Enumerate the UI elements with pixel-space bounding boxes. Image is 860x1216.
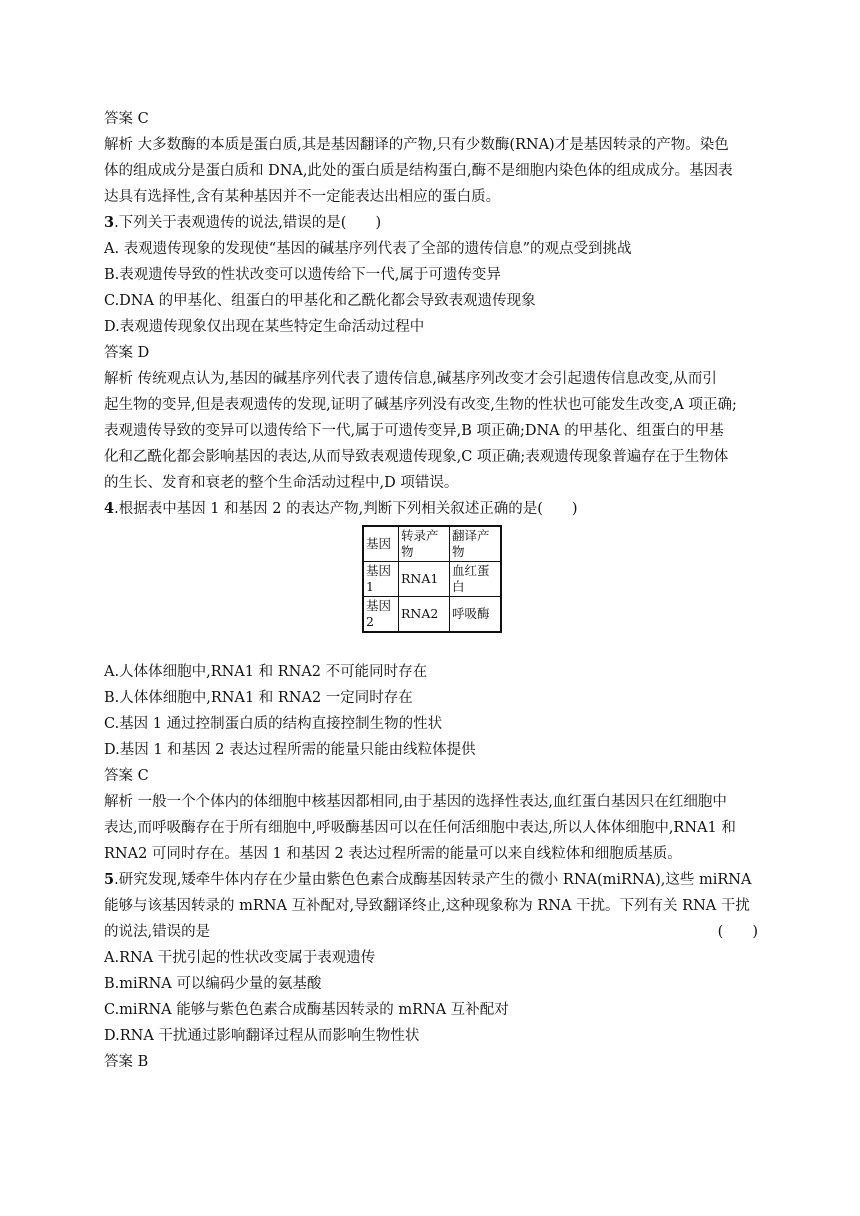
table-header-cell: 基因 <box>363 526 399 562</box>
q3-option-b: B.表观遗传导致的性状改变可以遗传给下一代,属于可遗传变异 <box>104 267 501 283</box>
q5-stem-last-line <box>104 919 758 945</box>
q5-number: 5 <box>104 871 115 888</box>
q3-stem-text: .下列关于表观遗传的说法,错误的是( ) <box>114 215 382 231</box>
q4-option-c: C.基因 1 通过控制蛋白质的结构直接控制生物的性状 <box>104 716 443 732</box>
q4-explanation-line: RNA2 可同时存在。基因 1 和基因 2 表达过程所需的能量可以来自线粒体和细胞质基质。 <box>104 846 682 862</box>
q3-explanation-line: 化和乙酰化都会影响基因的表达,从而导致表观遗传现象,C 项正确;表观遗传现象普遍存在于生物体 <box>104 449 729 465</box>
q4-explanation-line: 解析 一般一个个体内的体细胞中核基因都相同,由于基因的选择性表达,血红蛋白基因只在红细胞中 <box>104 794 727 810</box>
q4-option-a: A.人体体细胞中,RNA1 和 RNA2 不可能同时存在 <box>104 664 428 680</box>
q4-stem-text: .根据表中基因 1 和基因 2 的表达产物,判断下列相关叙述正确的是( ) <box>114 501 578 517</box>
table-header-row <box>363 526 501 562</box>
table-header-cell: 翻译产物 <box>450 526 502 562</box>
q2-explanation-line: 达具有选择性,含有某种基因并不一定能表达出相应的蛋白质。 <box>104 189 501 205</box>
q3-stem <box>104 210 758 236</box>
q4-option-d: D.基因 1 和基因 2 表达过程所需的能量只能由线粒体提供 <box>104 742 476 758</box>
q5-answer: 答案 B <box>104 1054 149 1070</box>
q4-explanation-line: 表达,而呼吸酶存在于所有细胞中,呼吸酶基因可以在任何活细胞中表达,所以人体体细胞中,RNA1 和 <box>104 820 736 836</box>
q3-explanation-line: 表观遗传导致的变异可以遗传给下一代,属于可遗传变异,B 项正确;DNA 的甲基化、组蛋白的甲基 <box>104 423 724 439</box>
table-cell: 呼吸酶 <box>450 597 502 633</box>
q3-option-c: C.DNA 的甲基化、组蛋白的甲基化和乙酰化都会导致表观遗传现象 <box>104 293 536 309</box>
q5-option-d: D.RNA 干扰通过影响翻译过程从而影响生物性状 <box>104 1028 420 1044</box>
q2-answer: 答案 C <box>104 111 149 127</box>
table-cell: RNA1 <box>399 562 450 597</box>
q5-option-a: A.RNA 干扰引起的性状改变属于表观遗传 <box>104 950 376 966</box>
q5-option-b: B.miRNA 可以编码少量的氨基酸 <box>104 976 322 992</box>
table-cell: RNA2 <box>399 597 450 633</box>
gene-expression-table <box>362 525 502 633</box>
q3-number: 3 <box>104 214 115 231</box>
table-header-cell: 转录产物 <box>399 526 450 562</box>
q5-stem-line: 能够与该基因转录的 mRNA 互补配对,导致翻译终止,这种现象称为 RNA 干扰。下列有关 RNA 干扰 <box>104 898 750 914</box>
table-cell: 血红蛋白 <box>450 562 502 597</box>
document-content <box>104 106 758 1075</box>
q5-option-c: C.miRNA 能够与紫色色素合成酶基因转录的 mRNA 互补配对 <box>104 1002 509 1018</box>
q5-stem-text: .研究发现,矮牵牛体内存在少量由紫色色素合成酶基因转录产生的微小 RNA(miRNA),这些 miRNA <box>114 872 752 888</box>
q3-answer: 答案 D <box>104 345 150 361</box>
q4-number: 4 <box>104 500 115 517</box>
q3-option-a: A. 表观遗传现象的发现使“基因的碱基序列代表了全部的遗传信息”的观点受到挑战 <box>104 241 632 257</box>
q3-explanation-line: 起生物的变异,但是表观遗传的发现,证明了碱基序列没有改变,生物的性状也可能发生改变,A 项正确; <box>104 397 737 413</box>
q3-explanation-line: 的生长、发育和衰老的整个生命活动过程中,D 项错误。 <box>104 475 459 491</box>
table-row <box>363 562 501 597</box>
table-cell: 基因 1 <box>363 562 399 597</box>
q3-explanation-line: 解析 传统观点认为,基因的碱基序列代表了遗传信息,碱基序列改变才会引起遗传信息改变,从而引 <box>104 371 717 387</box>
q3-option-d: D.表观遗传现象仅出现在某些特定生命活动过程中 <box>104 319 425 335</box>
q5-stem-line: 的说法,错误的是 <box>104 924 211 940</box>
q4-answer: 答案 C <box>104 768 149 784</box>
q5-answer-bracket: ( ) <box>717 924 758 940</box>
table-cell: 基因 2 <box>363 597 399 633</box>
table-row <box>363 597 501 633</box>
q2-explanation-line: 体的组成成分是蛋白质和 DNA,此处的蛋白质是结构蛋白,酶不是细胞内染色体的组成成分。基因表 <box>104 163 733 179</box>
q2-explanation-line: 解析 大多数酶的本质是蛋白质,其是基因翻译的产物,只有少数酶(RNA)才是基因转录的产物。染色 <box>104 137 729 153</box>
q4-option-b: B.人体体细胞中,RNA1 和 RNA2 一定同时存在 <box>104 690 413 706</box>
q4-stem <box>104 496 758 522</box>
q5-stem <box>104 867 758 893</box>
